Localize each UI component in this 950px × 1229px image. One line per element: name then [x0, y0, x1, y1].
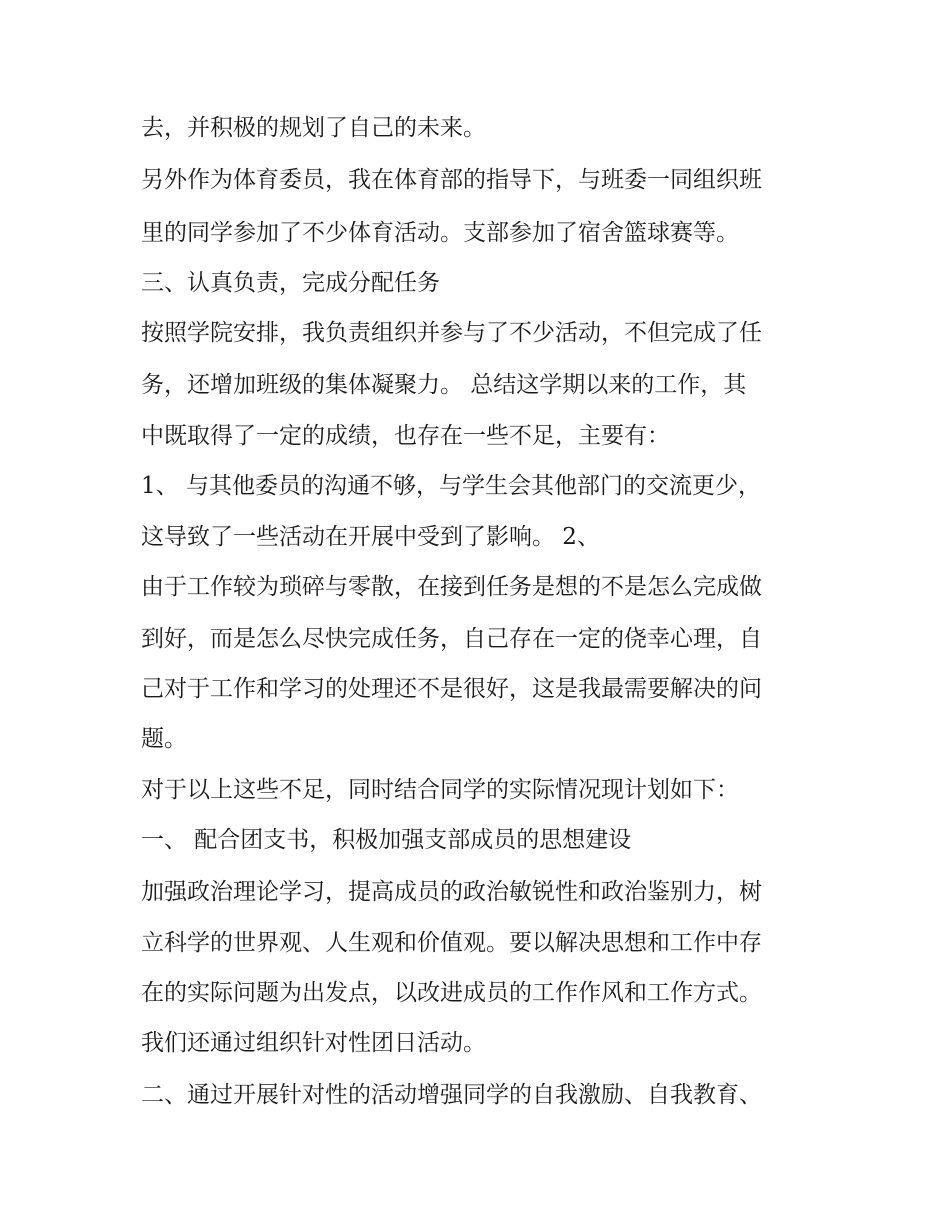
text-line: 我们还通过组织针对性团日活动。 [141, 1030, 486, 1056]
text-line: 题。 [141, 726, 187, 752]
text-line: 这导致了一些活动在开展中受到了影响。 2、 [141, 524, 600, 550]
text-line: 在的实际问题为出发点，以改进成员的工作作风和工作方式。 [141, 980, 762, 1006]
text-line: 务，还增加班级的集体凝聚力。 总结这学期以来的工作，其 [141, 372, 747, 398]
section-heading: 一、 配合团支书，积极加强支部成员的思想建设 [141, 827, 632, 853]
text-line: 中既取得了一定的成绩，也存在一些不足，主要有： [141, 423, 670, 449]
text-line: 去，并积极的规划了自己的未来。 [141, 115, 486, 141]
text-line: 到好，而是怎么尽快完成任务，自己存在一定的侥幸心理，自 [141, 626, 762, 652]
text-line: 己对于工作和学习的处理还不是很好，这是我最需要解决的问 [141, 676, 762, 702]
section-heading: 二、通过开展针对性的活动增强同学的自我激励、自我教育、 [141, 1082, 762, 1108]
text-line: 里的同学参加了不少体育活动。支部参加了宿舍篮球赛等。 [141, 220, 739, 246]
section-heading: 三、认真负责，完成分配任务 [141, 270, 440, 296]
text-line: 立科学的世界观、人生观和价值观。要以解决思想和工作中存 [141, 930, 762, 956]
text-line: 另外作为体育委员，我在体育部的指导下，与班委一同组织班 [141, 167, 762, 193]
text-line: 由于工作较为琐碎与零散，在接到任务是想的不是怎么完成做 [141, 574, 762, 600]
text-line: 对于以上这些不足，同时结合同学的实际情况现计划如下： [141, 777, 739, 803]
list-item: 1、 与其他委员的沟通不够，与学生会其他部门的交流更少， [141, 473, 761, 499]
text-line: 加强政治理论学习，提高成员的政治敏锐性和政治鉴别力，树 [141, 879, 762, 905]
text-line: 按照学院安排，我负责组织并参与了不少活动，不但完成了任 [141, 320, 762, 346]
